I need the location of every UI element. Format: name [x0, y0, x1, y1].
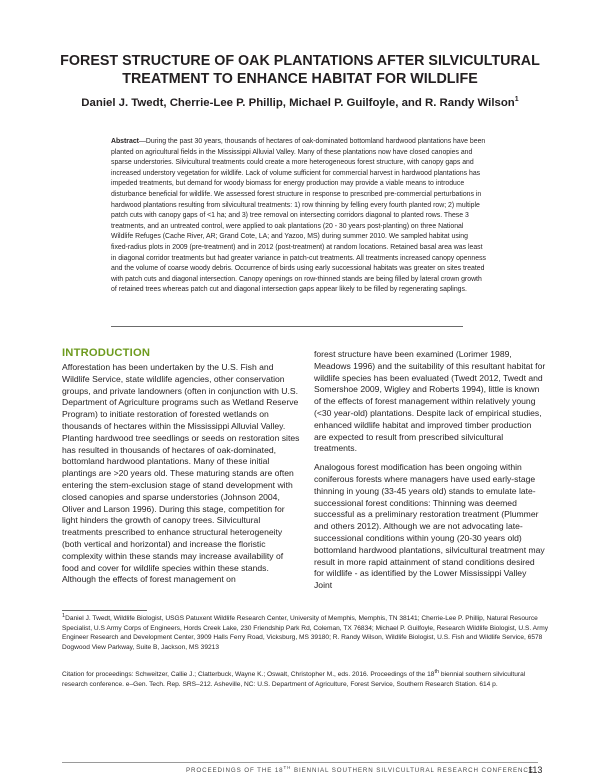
running-footer-text-1: PROCEEDINGS OF THE 18 — [186, 767, 284, 774]
abstract-text: —During the past 30 years, thousands of hectares of oak-dominated bottomland hardwood plantations have been planted on agricultural fields in the Mississippi Alluvial Valley. Many of these plantations now have closed canopies and sparse understories. Silvicultural treatments could create a more heterogeneous forest structure, with canopy gaps and increased understory vegetation for wildlife. Lack of volume sufficient for commercial harvest in hardwood plantations has impeded treatments, but demand for woody biomass for energy production may provide a viable means to introduce disturbance beneficial for wildlife. We assessed forest structure in response to prescribed pre-commercial perturbations in hardwood plantations resulting from silvicultural treatments: 1) row thinning by felling every fourth planted row; 2) multiple patch cuts with canopy gaps of <1 ha; and 3) tree removal on intersecting corridors diagonal to planted rows. These 3 treatments, and an untreated control, were applied to oak plantations (20 - 30 years post-planting) on three National Wildlife Refuges (Cache River, AR; Grand Cote, LA; and Yazoo, MS) during summer 2010. We sampled habitat using fixed-radius plots in 2009 (pre-treatment) and in 2012 (post-treatment) at random locations. Retained basal area was least in diagonal corridor treatments but had greater variance in patch-cut treatments. All treatments increased canopy openness and the volume of coarse woody debris. Occurrence of birds using early successional habitats was greater on sites treated with patch cuts and diagonal intersection. Canopy openings on row-thinned stands are being filled by lateral crown growth of retained trees whereas patch cut and diagonal intersection gaps appear likely to be filled by regenerating saplings. — [111, 138, 486, 294]
footnote-text: Daniel J. Twedt, Wildlife Biologist, USGS Patuxent Wildlife Research Center, University of Memphis, Memphis, TN 38141; Cherrie-Lee P. Phillip, Natural Resource Specialist, U.S Army Corps of Engineers, Hords Creek Lake, 230 Friendship Park Rd, Coleman, TX 76834; Michael P. Guilfoyle, Research Wildlife Biologist, U.S. Army Engineer Research and Development Center, 3909 Halls Ferry Road, Vicksburg, MS 39180; R. Randy Wilson, Wildlife Biologist, U.S. Fish and Wildlife Service, 6578 Dogwood View Parkway, Suite B, Jackson, MS 39213 — [62, 615, 549, 651]
author-footnote — [62, 614, 550, 652]
left-column — [62, 362, 302, 593]
page-number: 113 — [528, 765, 543, 775]
citation-ordinal: th — [434, 668, 440, 675]
author-names: Daniel J. Twedt, Cherrie-Lee P. Phillip, Michael P. Guilfoyle, and R. Randy Wilson — [81, 97, 515, 109]
running-footer — [186, 764, 534, 774]
running-footer-text-2: BIENNIAL SOUTHERN SILVICULTURAL RESEARCH CONFERENCE — [291, 767, 534, 774]
abstract-label: Abstract — [111, 138, 139, 145]
abstract — [111, 137, 486, 296]
citation-text-1: Citation for proceedings: Schweitzer, Callie J.; Clatterbuck, Wayne K.; Oswalt, Christopher M., eds. 2016. Proceedings of the 18 — [62, 671, 435, 678]
author-list — [40, 96, 560, 110]
paper-title: FOREST STRUCTURE OF OAK PLANTATIONS AFTER SILVICULTURAL TREATMENT TO ENHANCE HABITAT FOR WILDLIFE — [60, 53, 540, 87]
running-footer-ordinal: TH — [283, 764, 292, 770]
footnote-divider — [62, 610, 147, 611]
intro-paragraph-2: forest structure have been examined (Lorimer 1989, Meadows 1996) and the suitability of this resultant habitat for wildlife species has been evaluated (Twedt 2012, Twedt and Somershoe 2009, Wigley and Roberts 1994), little is known of the effects of forest management within relatively young (<30 year-old) plantations. Despite lack of empirical studies, enhanced wildlife habitat and improved timber production are expected to result from prescribed silvicultural treatments. — [314, 349, 546, 454]
author-footnote-marker: 1 — [514, 96, 519, 104]
footer-divider — [62, 762, 538, 763]
intro-paragraph-1: Afforestation has been undertaken by the U.S. Fish and Wildlife Service, state wildlife agencies, other conservation groups, and private landowners (often in conjunction with U.S. Department of Agriculture programs such as Wetland Reserve Program) to initiate restoration of forested wetlands on thousands of hectares within the Mississippi Alluvial Valley. Planting hardwood tree seedlings or seeds on restoration sites has resulted in thousands of hectares of oak-dominated, bottomland hardwood plantations. Many of these initial plantings are >20 years old. These maturing stands are often entering the stem-exclusion stage of stand development with closed canopies and sparse understories (Johnson 2004, Oliver and Larson 1996). During this stage, competition for light hinders the growth of canopy trees. Silvicultural treatments prescribed to enhance structural heterogeneity (both vertical and horizontal) and increase the floristic complexity within these stands may increase availability of food and cover for wildlife species within these stands. Although the effects of forest management on — [62, 362, 300, 585]
section-heading-introduction: INTRODUCTION — [62, 347, 151, 359]
footnote-marker: 1 — [62, 612, 66, 619]
abstract-divider — [111, 326, 463, 327]
citation — [62, 670, 550, 689]
right-column — [314, 349, 546, 599]
intro-paragraph-3: Analogous forest modification has been ongoing within coniferous forests where managers have used early-stage thinning in young (33-45 years old) stands to emulate late-successional forest conditions: Thinning was deemed successful as a preliminary restoration treatment (Plummer and others 2012). Although we are not advocating late-successional conditions within young (20-30 years old) bottomland hardwood plantations, silvicultural treatment may result in more rapid attainment of stand conditions desired for wildlife - as identified by the Lower Mississippi Valley Joint — [314, 462, 545, 591]
citation-text-2: biennial southern silvicultural research conference. e–Gen. Tech. Rep. SRS–212. Asheville, NC: U.S. Department of Agriculture, Forest Service, Southern Research Station. 614 p. — [62, 671, 526, 688]
